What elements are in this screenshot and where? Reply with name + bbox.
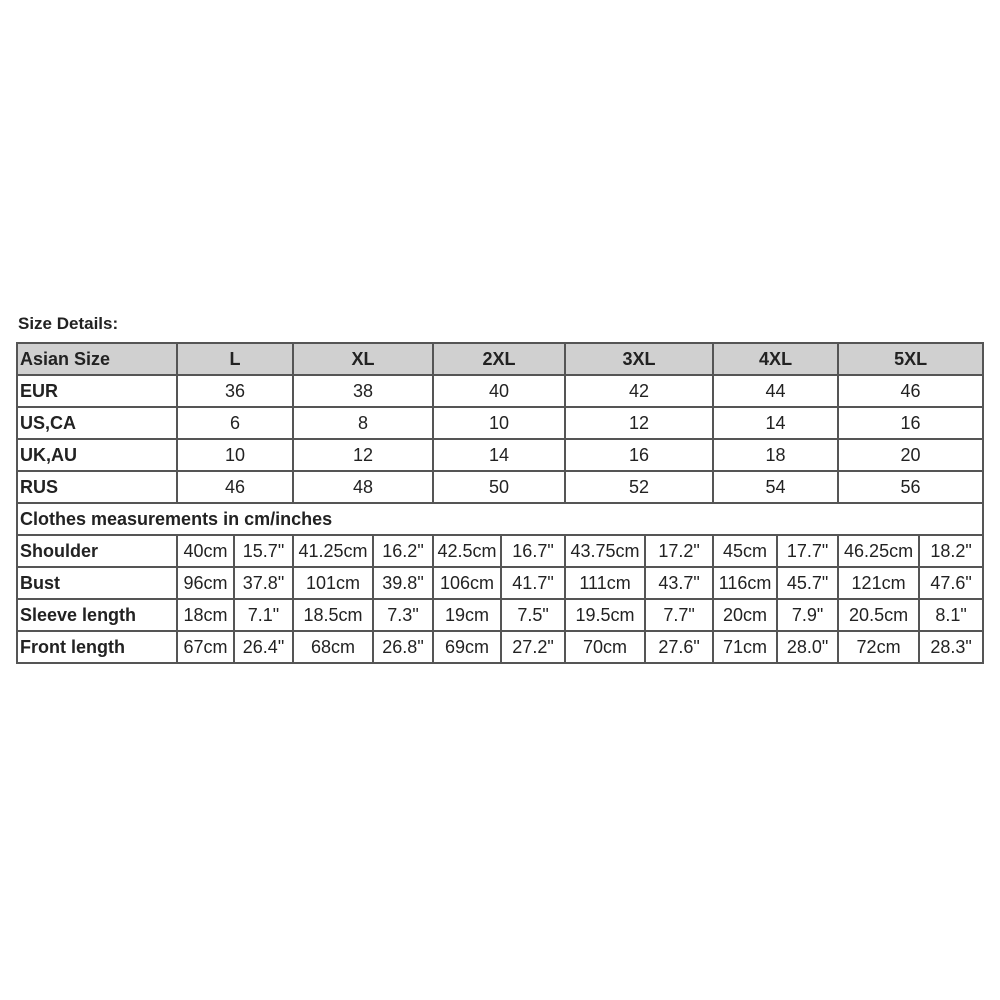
row-label: EUR (17, 375, 177, 407)
cm-cell: 116cm (713, 567, 777, 599)
table-cell: 46 (177, 471, 293, 503)
cm-cell: 101cm (293, 567, 373, 599)
table-cell: 12 (565, 407, 713, 439)
page-title: Size Details: (18, 314, 119, 333)
inch-cell: 17.2" (645, 535, 713, 567)
cm-cell: 45cm (713, 535, 777, 567)
table-cell: 8 (293, 407, 433, 439)
cm-cell: 121cm (838, 567, 919, 599)
table-cell: 46 (838, 375, 983, 407)
table-cell: 18 (713, 439, 838, 471)
cm-cell: 69cm (433, 631, 501, 663)
size-header-cell: XL (293, 343, 433, 375)
cm-cell: 46.25cm (838, 535, 919, 567)
cm-cell: 19cm (433, 599, 501, 631)
table-cell: 44 (713, 375, 838, 407)
row-label: Sleeve length (17, 599, 177, 631)
section-title: Clothes measurements in cm/inches (17, 503, 983, 535)
row-label: US,CA (17, 407, 177, 439)
cm-cell: 18cm (177, 599, 234, 631)
row-label: Shoulder (17, 535, 177, 567)
inch-cell: 15.7" (234, 535, 293, 567)
inch-cell: 26.8" (373, 631, 433, 663)
measurement-row-sleeve-length (17, 599, 983, 631)
conversion-row-rus (17, 471, 983, 503)
cm-cell: 106cm (433, 567, 501, 599)
inch-cell: 27.2" (501, 631, 565, 663)
cm-cell: 20cm (713, 599, 777, 631)
inch-cell: 7.7" (645, 599, 713, 631)
measurement-row-bust (17, 567, 983, 599)
conversion-row-uk-au (17, 439, 983, 471)
cm-cell: 111cm (565, 567, 645, 599)
table-cell: 10 (177, 439, 293, 471)
table-cell: 16 (565, 439, 713, 471)
cm-cell: 96cm (177, 567, 234, 599)
table-cell: 52 (565, 471, 713, 503)
table-cell: 56 (838, 471, 983, 503)
header-row (17, 343, 983, 375)
conversion-row-eur (17, 375, 983, 407)
table-cell: 54 (713, 471, 838, 503)
inch-cell: 26.4" (234, 631, 293, 663)
cm-cell: 68cm (293, 631, 373, 663)
table-cell: 10 (433, 407, 565, 439)
row-label: Front length (17, 631, 177, 663)
inch-cell: 43.7" (645, 567, 713, 599)
inch-cell: 28.0" (777, 631, 838, 663)
inch-cell: 41.7" (501, 567, 565, 599)
measurement-row-front-length (17, 631, 983, 663)
table-cell: 14 (713, 407, 838, 439)
inch-cell: 7.5" (501, 599, 565, 631)
row-label: RUS (17, 471, 177, 503)
inch-cell: 18.2" (919, 535, 983, 567)
inch-cell: 16.2" (373, 535, 433, 567)
size-header-cell: 5XL (838, 343, 983, 375)
table-cell: 42 (565, 375, 713, 407)
inch-cell: 7.1" (234, 599, 293, 631)
size-header-cell: 4XL (713, 343, 838, 375)
table-cell: 6 (177, 407, 293, 439)
cm-cell: 71cm (713, 631, 777, 663)
cm-cell: 18.5cm (293, 599, 373, 631)
table-cell: 50 (433, 471, 565, 503)
inch-cell: 17.7" (777, 535, 838, 567)
table-cell: 14 (433, 439, 565, 471)
table-cell: 48 (293, 471, 433, 503)
table-cell: 38 (293, 375, 433, 407)
table-cell: 20 (838, 439, 983, 471)
size-header-cell: L (177, 343, 293, 375)
cm-cell: 42.5cm (433, 535, 501, 567)
header-label: Asian Size (17, 343, 177, 375)
inch-cell: 7.3" (373, 599, 433, 631)
cm-cell: 70cm (565, 631, 645, 663)
size-header-cell: 3XL (565, 343, 713, 375)
cm-cell: 40cm (177, 535, 234, 567)
section-title-row (17, 503, 983, 535)
measurement-row-shoulder (17, 535, 983, 567)
inch-cell: 16.7" (501, 535, 565, 567)
cm-cell: 41.25cm (293, 535, 373, 567)
inch-cell: 8.1" (919, 599, 983, 631)
inch-cell: 47.6" (919, 567, 983, 599)
row-label: Bust (17, 567, 177, 599)
inch-cell: 37.8" (234, 567, 293, 599)
size-chart-table (16, 342, 984, 664)
table-cell: 12 (293, 439, 433, 471)
inch-cell: 27.6" (645, 631, 713, 663)
inch-cell: 45.7" (777, 567, 838, 599)
cm-cell: 72cm (838, 631, 919, 663)
cm-cell: 19.5cm (565, 599, 645, 631)
table-cell: 36 (177, 375, 293, 407)
inch-cell: 7.9" (777, 599, 838, 631)
inch-cell: 39.8" (373, 567, 433, 599)
cm-cell: 20.5cm (838, 599, 919, 631)
size-header-cell: 2XL (433, 343, 565, 375)
row-label: UK,AU (17, 439, 177, 471)
cm-cell: 67cm (177, 631, 234, 663)
conversion-row-us-ca (17, 407, 983, 439)
inch-cell: 28.3" (919, 631, 983, 663)
cm-cell: 43.75cm (565, 535, 645, 567)
table-cell: 40 (433, 375, 565, 407)
table-cell: 16 (838, 407, 983, 439)
